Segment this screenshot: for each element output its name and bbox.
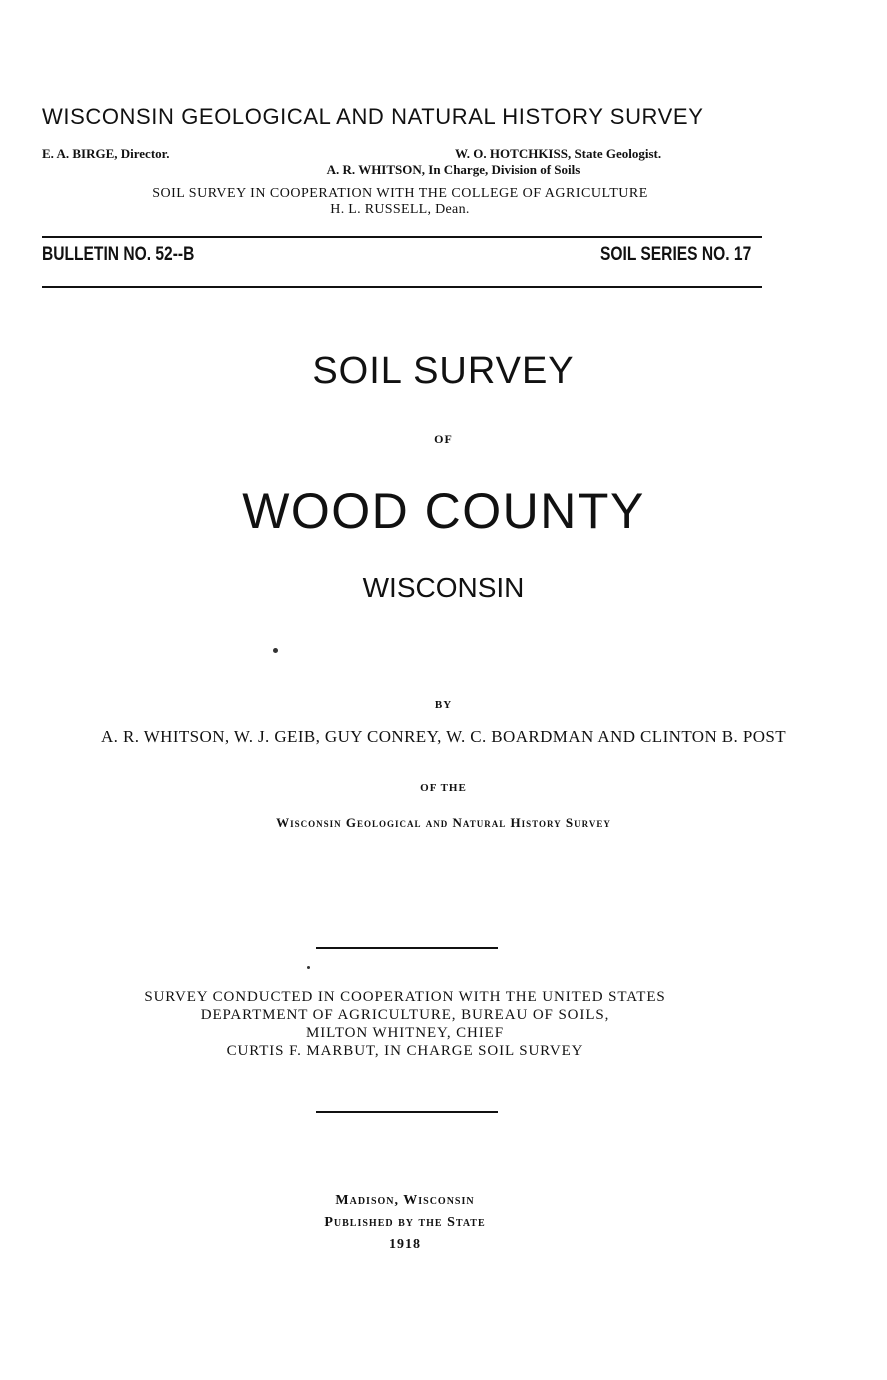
- divider-upper: [316, 947, 498, 949]
- of-word: OF: [434, 432, 453, 446]
- bulletin-number: BULLETIN NO. 52--B: [42, 244, 195, 265]
- cooperation-line-1: SURVEY CONDUCTED IN COOPERATION WITH THE UNITED STATES: [144, 989, 666, 1005]
- soils-division-line: A. R. WHITSON, In Charge, Division of Soils: [326, 162, 581, 177]
- by-word: BY: [434, 699, 453, 711]
- imprint-publisher: Published by the State: [324, 1215, 486, 1230]
- print-speck: [273, 648, 278, 653]
- print-speck: [307, 966, 310, 969]
- top-rule: [42, 236, 762, 238]
- cooperation-line-3: MILTON WHITNEY, CHIEF: [306, 1025, 504, 1041]
- divider-lower: [316, 1111, 498, 1113]
- state-title: WISCONSIN: [362, 572, 525, 603]
- director-line: E. A. BIRGE, Director.: [42, 146, 170, 161]
- cooperation-line-2: DEPARTMENT OF AGRICULTURE, BUREAU OF SOILS,: [200, 1007, 610, 1023]
- county-title: WOOD COUNTY: [242, 483, 645, 539]
- soil-series-number: SOIL SERIES NO. 17: [600, 244, 752, 265]
- imprint: [0, 1190, 810, 1256]
- survey-organization-name: Wisconsin Geological and Natural History Survey: [276, 815, 611, 830]
- cooperation-note: [0, 988, 810, 1060]
- survey-organization-title: WISCONSIN GEOLOGICAL AND NATURAL HISTORY SURVEY: [42, 104, 704, 129]
- bottom-rule: [42, 286, 762, 288]
- imprint-year: 1918: [389, 1237, 421, 1252]
- college-cooperation-line: SOIL SURVEY IN COOPERATION WITH THE COLLEGE OF AGRICULTURE: [152, 186, 648, 201]
- of-the-words: OF THE: [420, 782, 467, 794]
- dean-line: H. L. RUSSELL, Dean.: [330, 202, 470, 217]
- state-geologist-line: W. O. HOTCHKISS, State Geologist.: [455, 146, 662, 161]
- main-title: SOIL SURVEY: [312, 350, 575, 392]
- cooperation-line-4: CURTIS F. MARBUT, IN CHARGE SOIL SURVEY: [226, 1043, 584, 1059]
- imprint-place: Madison, Wisconsin: [335, 1193, 475, 1208]
- author-list: A. R. WHITSON, W. J. GEIB, GUY CONREY, W. C. BOARDMAN AND CLINTON B. POST: [100, 727, 787, 746]
